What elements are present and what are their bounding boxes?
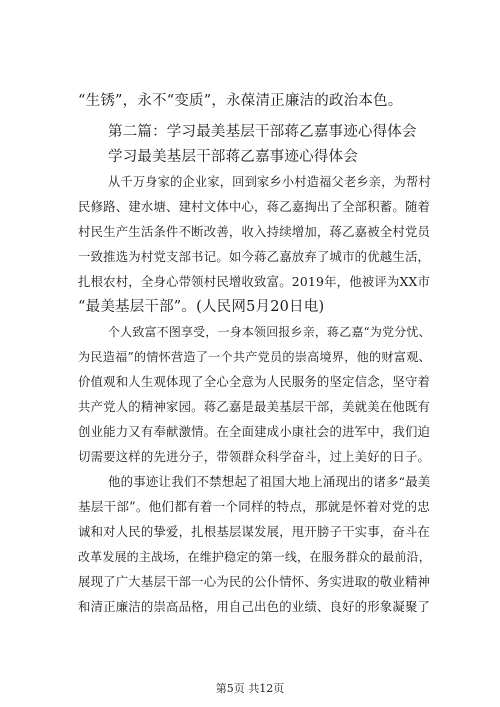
article-title: 学习最美基层干部蒋乙嘉事迹心得体会 [108, 149, 358, 165]
text-line: “生锈”，永不“变质”，永葆清正廉洁的政治本色。 [78, 93, 403, 109]
text-line: 一致推选为村党支部书记。如今蒋乙嘉放弃了城市的优越生活， [78, 249, 431, 264]
text-line: 村民生产生活条件不断改善，收入持续增加，蒋乙嘉被全村党员 [78, 224, 431, 239]
text-line: 他的事迹让我们不禁想起了祖国大地上涌现出的诸多“最美 [108, 474, 431, 489]
text-line: 诚和对人民的挚爱，扎根基层谋发展，甩开膀子干实事，奋斗在 [78, 524, 431, 539]
page-number-footer: 第5页 共12页 [215, 682, 285, 695]
text-line: “最美基层干部”。(人民网5月20日电) [78, 299, 325, 315]
section-heading: 第二篇：学习最美基层干部蒋乙嘉事迹心得体会 [108, 124, 417, 140]
text-line: 个人致富不图享受，一身本领回报乡亲，蒋乙嘉“为党分忧、 [108, 325, 431, 339]
text-line: 和清正廉洁的崇高品格，用自己出色的业绩、良好的形象凝聚了 [78, 599, 431, 614]
text-line: 从千万身家的企业家，回到家乡小村造福父老乡亲，为帮村 [108, 175, 431, 189]
text-line: 创业能力又有奉献激情。在全面建成小康社会的进军中，我们迫 [78, 424, 431, 439]
text-line: 基层干部”。他们都有着一个同样的特点，那就是怀着对党的忠 [78, 499, 431, 514]
text-line: 价值观和人生观体现了全心全意为人民服务的坚定信念，坚守着 [78, 374, 431, 389]
text-line: 展现了广大基层干部一心为民的公仆情怀、务实进取的敬业精神 [78, 574, 431, 589]
text-line: 为民造福”的情怀营造了一个共产党员的崇高境界，他的财富观、 [78, 350, 431, 364]
text-line: 民修路、建水塘、建村文体中心，蒋乙嘉掏出了全部积蓄。随着 [78, 199, 431, 214]
text-line: 扎根农村，全身心带领村民增收致富。2019年，他被评为XX市 [78, 274, 431, 289]
text-line: 改革发展的主战场，在维护稳定的第一线，在服务群众的最前沿， [78, 550, 431, 564]
text-line: 共产党人的精神家园。蒋乙嘉是最美基层干部，美就美在他既有 [78, 399, 431, 414]
text-line: 切需要这样的先进分子，带领群众科学奋斗，过上美好的日子。 [78, 449, 431, 464]
